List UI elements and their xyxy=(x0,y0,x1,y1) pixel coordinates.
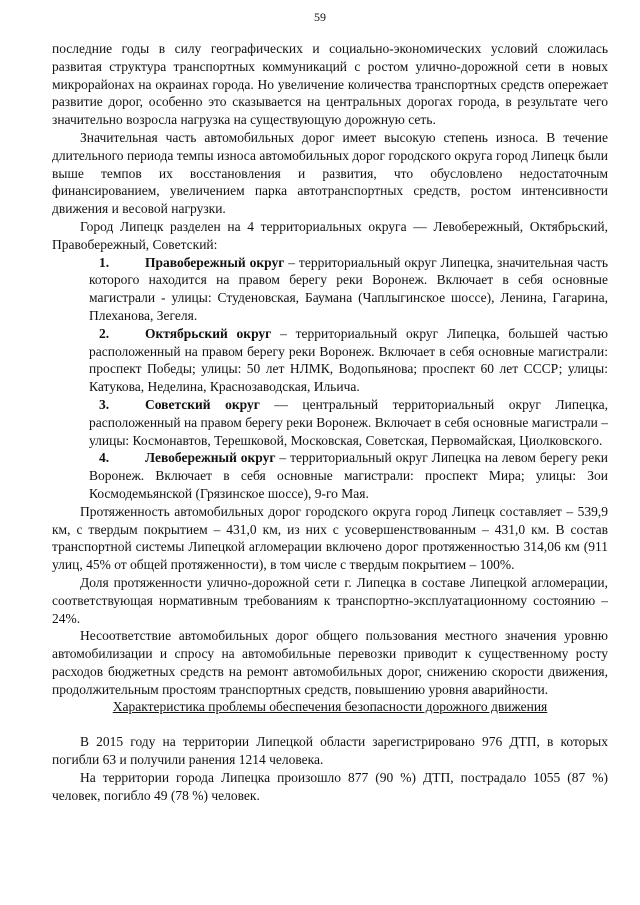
paragraph-1: последние годы в силу географических и социально-экономических условий сложилась развитая структура транспортных коммуникаций с ростом улично-дорожной сети в новых микрорайонах на окраинах города. Но увеличение количества транспортных средств опережает развитие дорог, особенно это сказывается на центральных дорогах города, в результате чего значительно возросла нагрузка на существующую дорожную сеть. xyxy=(52,41,608,128)
district-name: Правобережный округ xyxy=(145,254,285,270)
document-body xyxy=(52,40,608,804)
paragraph-5: Доля протяженности улично-дорожной сети г. Липецка в составе Липецкой агломерации, соответствующая нормативным требованиям к транспортно-эксплуатационному состоянию – 24%. xyxy=(52,574,608,626)
district-item-2 xyxy=(52,325,608,396)
district-item-1 xyxy=(52,254,608,325)
paragraph-6: Несоответствие автомобильных дорог общего пользования местного значения уровню автомобилизации и спросу на автомобильные перевозки приводит к существенному росту расходов бюджетных средств на ремонт автомобильных дорог, снижению скорости движения, продолжительным простоям транспортных средств, повышению уровня аварийности. xyxy=(52,628,608,697)
district-text: — центральный территориальный округ Липецка, расположенный на правом берегу реки Воронеж. Включает в себя основные магистрали – улицы: Космонавтов, Терешковой, Московская, Советская, Первомайская, Циолковского. xyxy=(89,396,608,448)
district-number: 1. xyxy=(99,254,110,270)
spacer xyxy=(52,716,608,733)
district-name: Октябрьский округ xyxy=(145,325,272,341)
page-number: 59 xyxy=(314,10,326,24)
district-name: Левобережный округ xyxy=(145,450,276,466)
paragraph-2: Значительная часть автомобильных дорог имеет высокую степень износа. В течение длительного периода темпы износа автомобильных дорог городского округа город Липецк были выше темпов их восстановления и развития, что обусловлено недостаточным финансированием, увеличением парка автотранспортных средств, ростом интенсивности движения и весовой нагрузки. xyxy=(52,129,608,217)
paragraph-3: Город Липецк разделен на 4 территориальных округа — Левобережный, Октябрьский, Правобережный, Советский: xyxy=(52,218,608,252)
district-text: – территориальный округ Липецка, значительная часть которого находится на правом берегу реки Воронеж. Включает в себя основные магистрали - улицы: Студеновская, Баумана (Чаплыгинское шоссе), Ленина, Гагарина, Плеханова, Зегеля. xyxy=(89,254,608,323)
district-text: – территориальный округ Липецка на левом берегу реки Воронеж. Включает в себя основные магистрали: проспект Мира; улицы: Зои Космодемьянской (Грязинское шоссе), 9-го Мая. xyxy=(89,450,608,501)
paragraph-4: Протяженность автомобильных дорог городского округа город Липецк составляет – 539,9 км, с твердым покрытием – 431,0 км, из них с усовершенствованным – 431,0 км. В состав транспортной системы Липецкой агломерации включено дорог протяженностью 314,06 км (911 улиц, 45% от общей протяженности), в том числе с твердым покрытием – 100%. xyxy=(52,503,608,573)
paragraph-8: На территории города Липецка произошло 877 (90 %) ДТП, пострадало 1055 (87 %) человек, погибло 49 (78 %) человек. xyxy=(52,769,608,803)
section-heading: Характеристика проблемы обеспечения безопасности дорожного движения xyxy=(112,699,548,715)
district-name: Советский округ xyxy=(145,396,260,412)
district-number: 3. xyxy=(99,396,110,412)
paragraph-7: В 2015 году на территории Липецкой области зарегистрировано 976 ДТП, в которых погибли 63 и получили ранения 1214 человека. xyxy=(52,734,608,768)
district-item-4 xyxy=(52,449,608,502)
district-text: – территориальный округ Липецка, большей частью расположенный на правом берегу реки Воронеж. Включает в себя основные магистрали: проспект Победы; улицы: 50 лет НЛМК, Водопьянова; проспект 60 лет СССР; улицы: Катукова, Неделина, Краснозаводская, Ильича. xyxy=(89,325,608,395)
district-number: 4. xyxy=(99,450,110,466)
district-number: 2. xyxy=(99,325,110,341)
district-item-3 xyxy=(52,396,608,449)
